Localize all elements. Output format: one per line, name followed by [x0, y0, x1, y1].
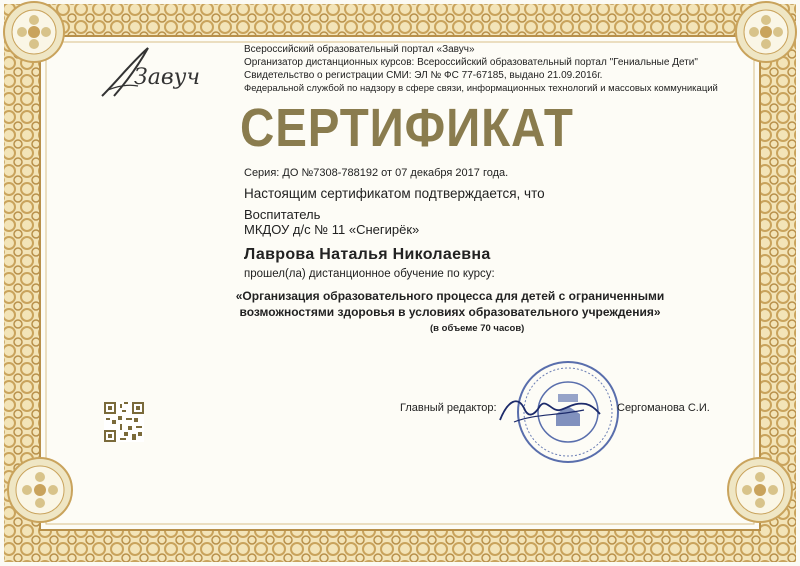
corner-ornament-top-left	[0, 0, 80, 80]
recipient-name: Лаврова Наталья Николаевна	[244, 246, 491, 263]
zavuch-logo	[88, 40, 228, 110]
recipient-organization: МКДОУ д/с № 11 «Снегирёк»	[244, 222, 420, 237]
header-organizer: Организатор дистанционных курсов: Всероссийский образовательный портал "Гениальные Дети"	[244, 57, 698, 68]
corner-ornament-top-right	[720, 0, 800, 80]
editor-name: Сергоманова С.И.	[617, 402, 710, 414]
confirmation-text: Настоящим сертификатом подтверждается, что	[244, 186, 545, 201]
logo-text: Завуч	[134, 65, 201, 90]
course-title-line2: возможностями здоровья в условиях образовательного учреждения»	[239, 305, 661, 319]
corner-ornament-bottom-left	[0, 432, 100, 566]
qr-code	[104, 402, 144, 442]
course-hours: (в объеме 70 часов)	[430, 323, 525, 334]
course-title-line1: «Организация образовательного процесса для детей с ограниченными	[235, 289, 665, 303]
corner-ornament-bottom-right	[700, 432, 800, 566]
certificate-series: Серия: ДО №7308-788192 от 07 декабря 2017 года.	[244, 167, 509, 179]
header-portal: Всероссийский образовательный портал «Завуч»	[244, 44, 475, 55]
certificate-title: СЕРТИФИКАТ	[240, 98, 574, 158]
course-intro: прошел(ла) дистанционное обучение по курсу:	[244, 268, 495, 280]
header-registration: Свидетельство о регистрации СМИ: ЭЛ № ФС 77-67185, выдано 21.09.2016г.	[244, 70, 603, 81]
header-agency: Федеральной службой по надзору в сфере связи, информационных технологий и массовых коммуникаций	[244, 83, 718, 94]
editor-label: Главный редактор:	[400, 402, 497, 414]
editor-signature	[494, 390, 604, 430]
recipient-position: Воспитатель	[244, 207, 321, 222]
